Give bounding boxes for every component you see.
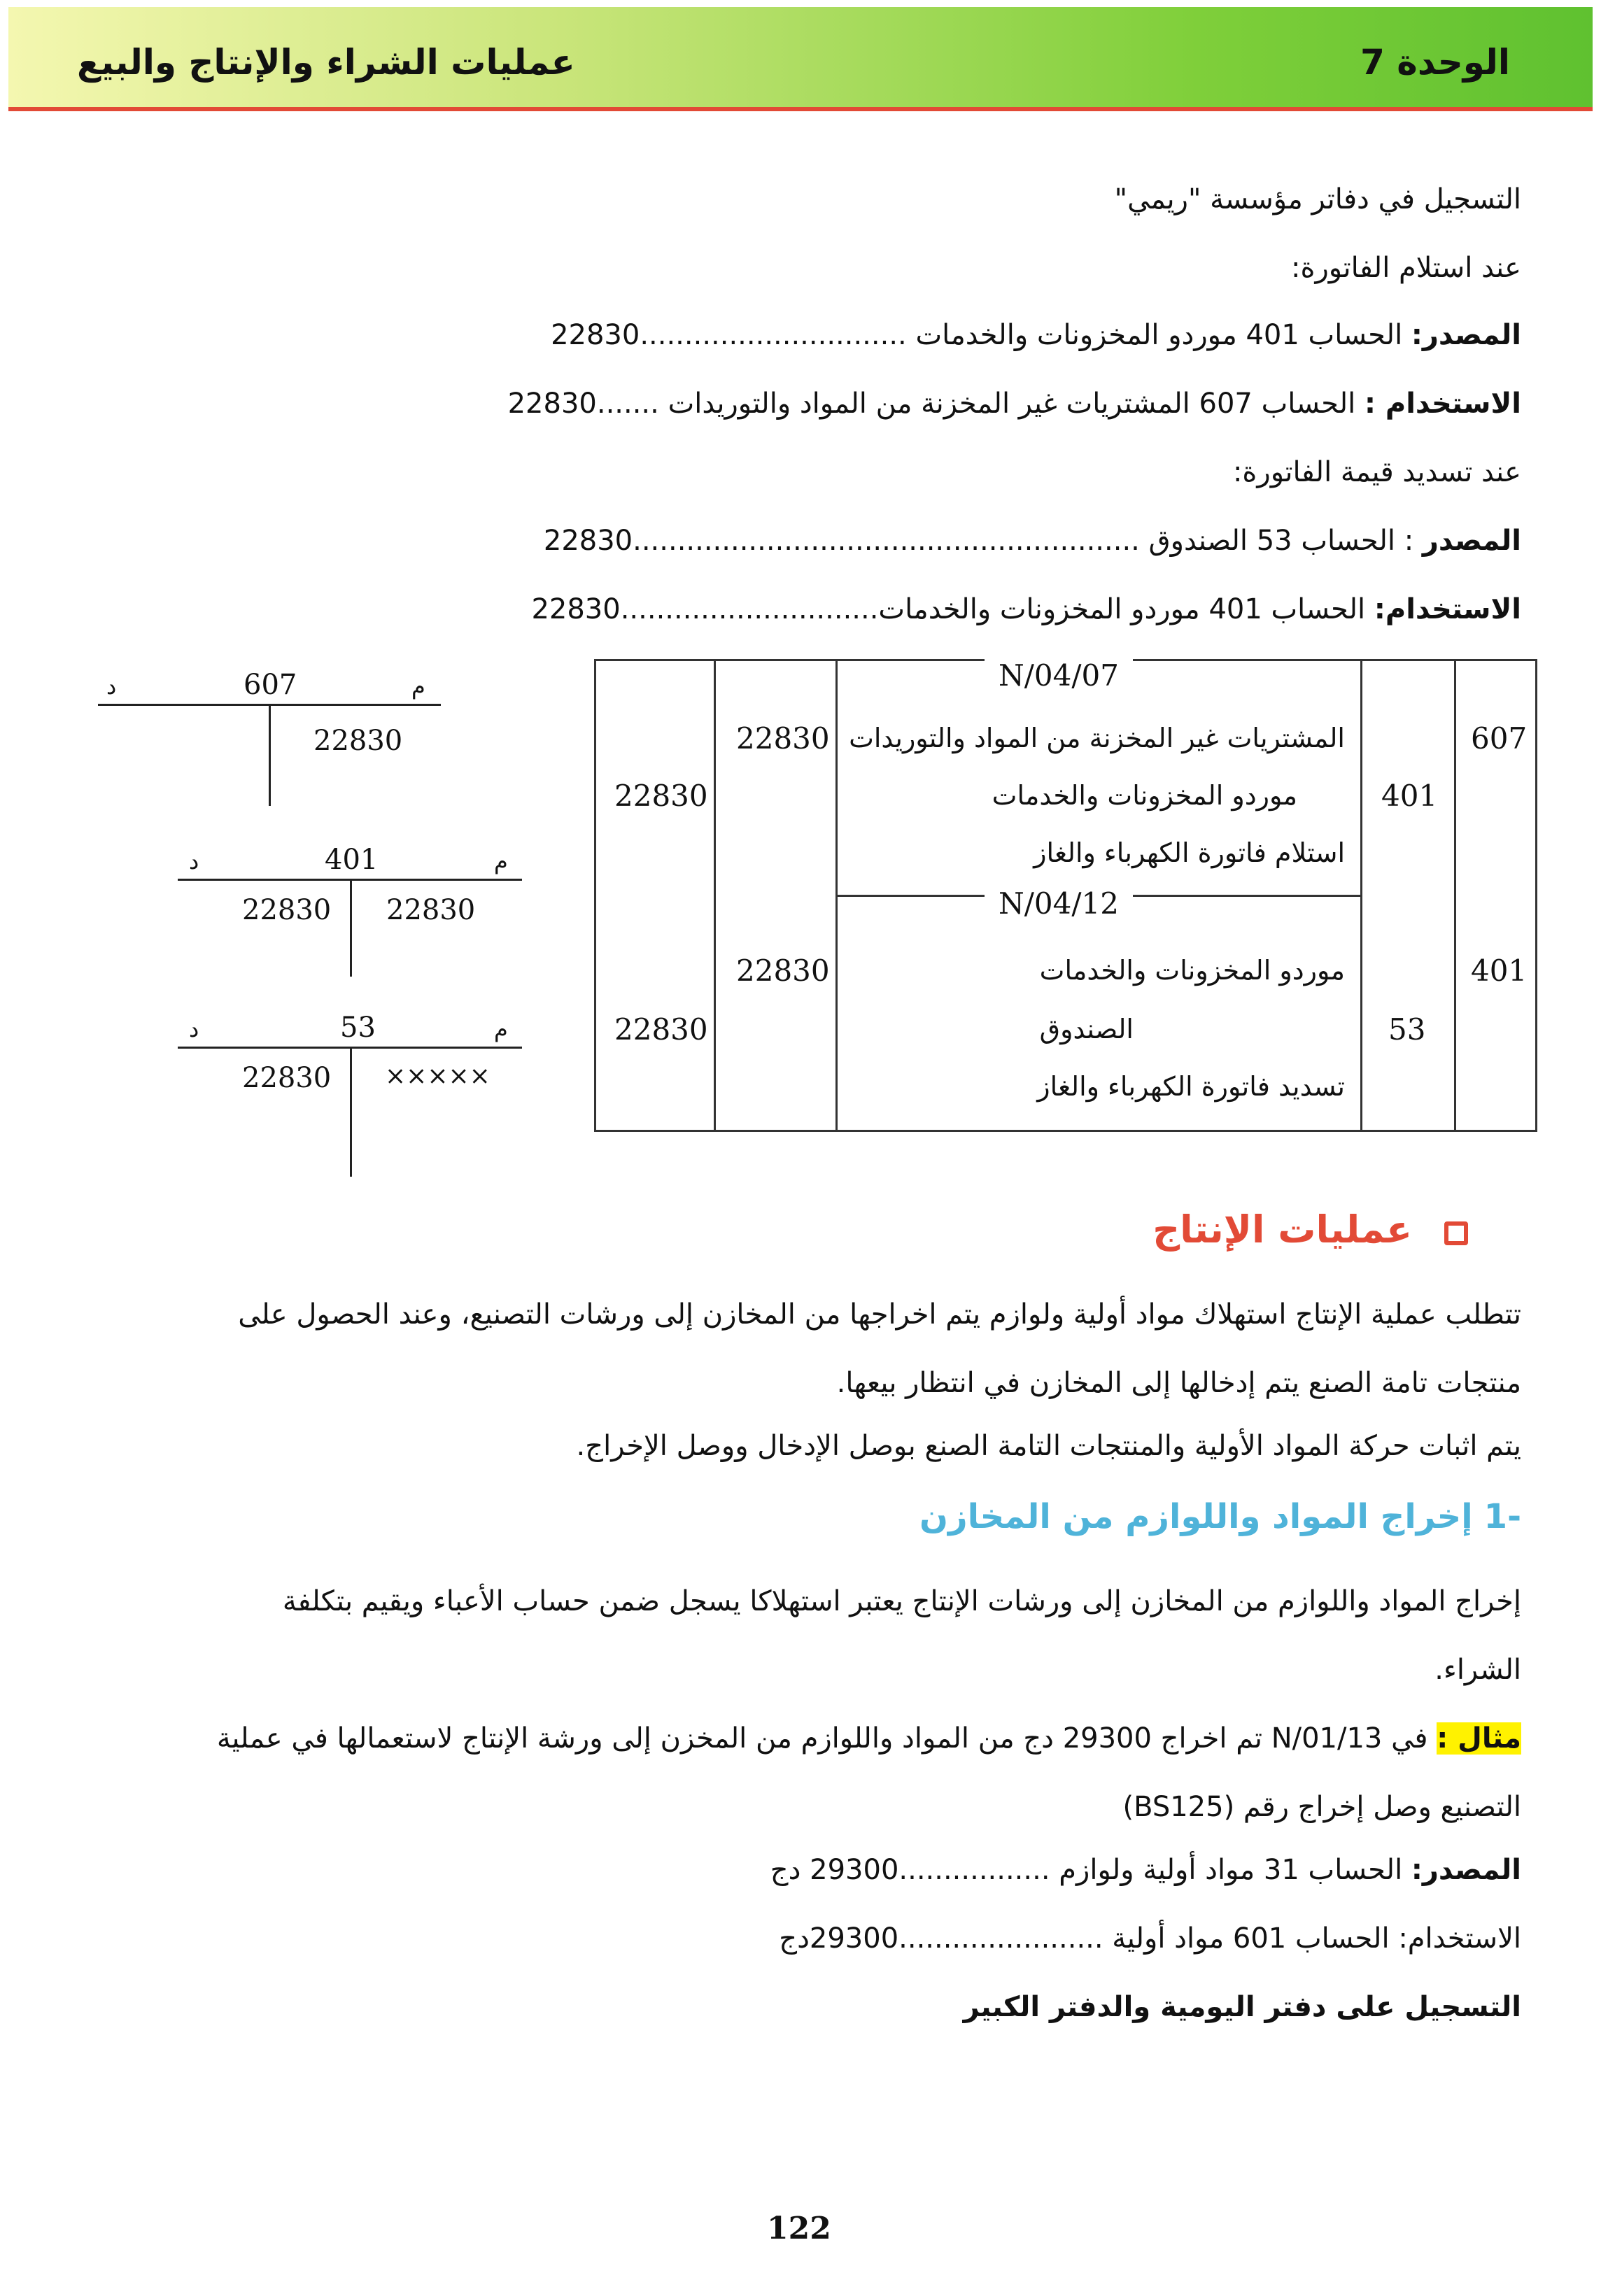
credit-side-label: د [189,1016,199,1042]
debit-side-label: م [411,673,425,700]
credit-amount: 22830 [614,1012,708,1047]
source-text: الحساب 31 مواد أولية ولوازم .................29300 دج [770,1854,1411,1886]
debit-amount: ××××× [385,1062,491,1091]
paragraph-line: إخراج المواد واللوازم من المخازن إلى ورشات الإنتاج يعتبر استهلاكا يسجل ضمن حساب الأعباء ويقيم بتكلفة [282,1585,1521,1617]
source-entry-3 [770,1854,1521,1886]
t-account-stem [269,704,271,806]
debit-amount: 22830 [736,954,830,988]
subsection-title [919,1497,1521,1536]
credit-side-label: د [106,673,117,700]
unit-label: الوحدة 7 [1360,42,1510,83]
journal-label: موردو المخزونات والخدمات [992,780,1297,811]
debit-side-label: م [494,1016,508,1042]
chapter-title: عمليات الشراء والإنتاج والبيع [77,42,575,83]
source-text: : الحساب 53 الصندوق .........................................................22830 [543,525,1423,557]
use-text: الحساب 401 موردو المخزونات والخدمات.............................22830 [531,593,1374,625]
t-account-stem [350,879,352,977]
credit-account: 401 [1381,779,1438,813]
section-title: عمليات الإنتاج [1152,1207,1412,1252]
credit-amount: 22830 [242,894,332,926]
t-account-607 [91,669,455,839]
use-entry-2 [531,593,1521,625]
t-account-stem [350,1047,352,1177]
source-text: الحساب 401 موردو المخزونات والخدمات ..............................22830 [551,319,1411,351]
journal-description: استلام فاتورة الكهرباء والغاز [1034,837,1345,868]
source-entry-1 [551,319,1521,351]
example-text: في N/01/13 تم اخراج 29300 دج من المواد واللوازم من المخزن إلى ورشة الإنتاج لاستعمالها في عملية [216,1722,1437,1755]
paragraph-line: منتجات تامة الصنع يتم إدخالها إلى المخازن في انتظار بيعها. [836,1367,1521,1399]
paragraph-line: التصنيع وصل إخراج رقم (BS125) [1122,1791,1521,1823]
record-heading: التسجيل على دفتر اليومية والدفتر الكبير [963,1991,1521,2023]
credit-amount: 22830 [242,1062,332,1094]
journal-divider [714,661,716,1130]
example-line [80,1704,1521,1773]
on-invoice-label: عند استلام الفاتورة: [1291,252,1521,284]
t-account-401 [174,845,537,1013]
debit-side-label: م [494,848,508,874]
section-checkbox-icon [1444,1221,1468,1245]
debit-amount: 22830 [313,725,403,757]
paragraph [80,1280,1521,1480]
debit-account: 607 [1471,721,1528,756]
intro-line: التسجيل في دفاتر مؤسسة "ريمي" [1114,183,1521,215]
account-number: 53 [340,1012,376,1044]
source-label: المصدر: [1411,1854,1521,1886]
source-label: المصدر [1422,525,1521,557]
example-label: مثال : [1437,1722,1521,1755]
debit-amount: 22830 [736,721,830,756]
source-entry-2 [544,525,1521,557]
t-account-53 [174,1013,537,1181]
debit-account: 401 [1471,954,1528,988]
use-entry-3: الاستخدام: الحساب 601 مواد أولية .......................29300دج [779,1922,1521,1955]
debit-amount: 22830 [386,894,476,926]
journal-label: الصندوق [1039,1014,1134,1044]
subsection-label: إخراج المواد واللوازم من المخازن [919,1497,1473,1536]
journal-divider [1454,661,1456,1130]
journal-date: N/04/07 [985,658,1133,693]
journal-divider [1360,661,1362,1130]
journal-label: موردو المخزونات والخدمات [1039,955,1345,986]
use-entry-1 [508,388,1521,420]
paragraph [80,1567,1521,1841]
source-label: المصدر: [1411,319,1521,351]
journal-date: N/04/12 [985,886,1133,921]
use-text: الحساب 607 المشتريات غير المخزنة من المواد والتوريدات .......22830 [507,388,1364,420]
paragraph-line: الشراء. [1434,1654,1521,1686]
credit-side-label: د [189,848,199,874]
journal-description: تسديد فاتورة الكهرباء والغاز [1037,1071,1345,1102]
account-number: 401 [325,844,379,876]
credit-account: 53 [1388,1012,1426,1047]
page-number: 122 [767,2211,831,2246]
journal-table [594,659,1537,1132]
account-number: 607 [244,669,297,701]
use-label: الاستخدام : [1364,388,1521,420]
on-payment-label: عند تسديد قيمة الفاتورة: [1232,456,1521,488]
journal-label: المشتريات غير المخزنة من المواد والتوريدات [849,723,1345,753]
use-label: الاستخدام: [1374,593,1521,625]
paragraph-line: يتم اثبات حركة المواد الأولية والمنتجات التامة الصنع بوصل الإدخال ووصل الإخراج. [576,1430,1521,1462]
credit-amount: 22830 [614,779,708,813]
subsection-number: -1 [1483,1497,1521,1536]
paragraph-line: تتطلب عملية الإنتاج استهلاك مواد أولية ولوازم يتم اخراجها من المخازن إلى ورشات التصنيع، وعند الحصول على [238,1298,1521,1331]
